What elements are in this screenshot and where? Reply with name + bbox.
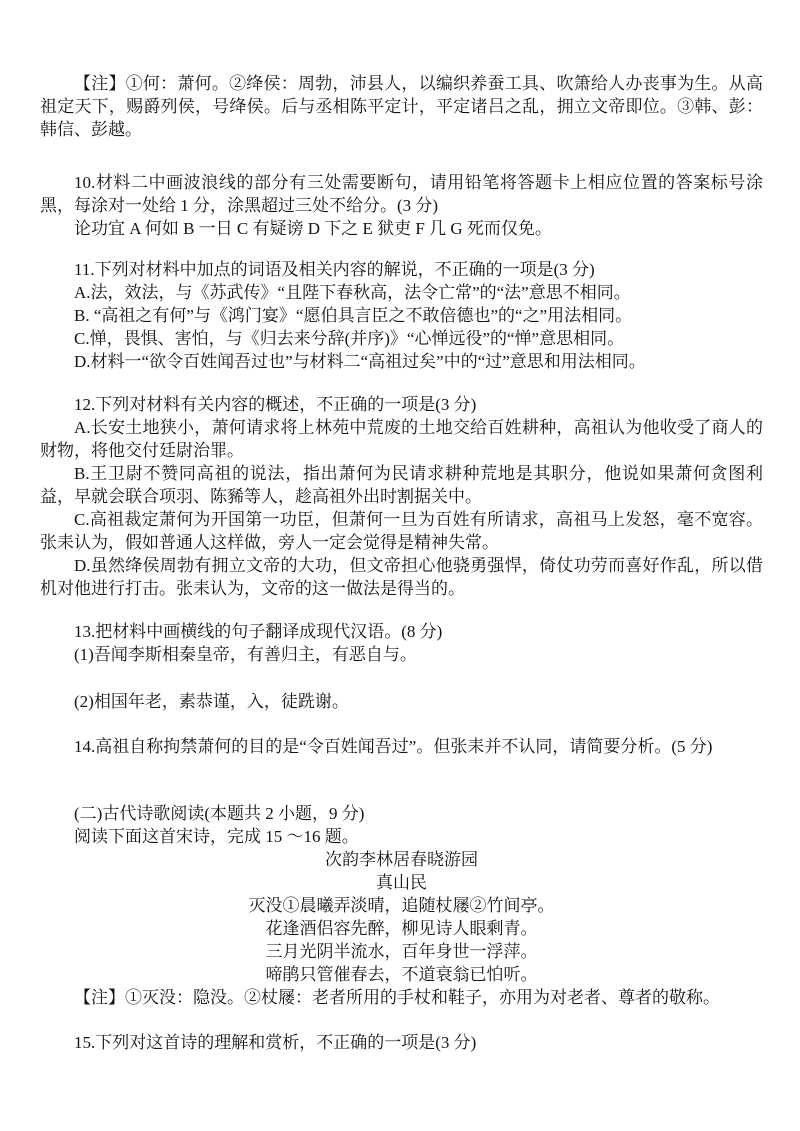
question-11-option-b: B. “高祖之有何”与《鸿门宴》“愿伯具言臣之不敢倍德也”的“之”用法相同。 (74, 306, 633, 325)
question-13-item-2: (2)相国年老，素恭谨，入，徒跣谢。 (74, 692, 349, 711)
question-11-option-d: D.材料一“欲令百姓闻吾过也”与材料二“高祖过矣”中的“过”意思和用法相同。 (74, 352, 646, 371)
section-2-heading: (二)古代诗歌阅读(本题共 2 小题，9 分) (74, 804, 365, 823)
question-11-stem: 11.下列对材料中加点的词语及相关内容的解说，不正确的一项是(3 分) (74, 260, 595, 279)
section-2-intro: 阅读下面这首宋诗，完成 15 ～16 题。 (74, 827, 359, 846)
question-12-option-b: B.王卫尉不赞同高祖的说法，指出萧何为民请求耕种荒地是其职分，他说如果萧何贪图利益，早就会联合项羽、陈豨等人，趁高祖外出时割据关中。 (40, 464, 763, 506)
question-13-item-1: (1)吾闻李斯相秦皇帝，有善归主，有恶自与。 (74, 645, 417, 664)
question-12-option-c: C.高祖裁定萧何为开国第一功臣，但萧何一旦为百姓有所请求，高祖马上发怒，毫不宽容。张耒认为，假如普通人这样做，旁人一定会觉得是精神失常。 (40, 510, 763, 552)
question-11-option-c: C.惮，畏惧、害怕，与《归去来兮辞(并序)》“心惮远役”的“惮”意思相同。 (74, 329, 625, 348)
poem-line-4: 啼鹃只管催春去，不道衰翁已怕听。 (265, 965, 538, 984)
question-12-option-d: D.虽然绛侯周勃有拥立文帝的大功，但文帝担心他骁勇强悍，倚仗功劳而喜好作乱，所以借机对他进行打击。张耒认为，文帝的这一做法是得当的。 (40, 556, 763, 598)
materials-note: 【注】①何：萧何。②绛侯：周勃，沛县人，以编织养蚕工具、吹箫给人办丧事为生。从高祖定天下，赐爵列侯，号绛侯。后与丞相陈平定计，平定诸吕之乱，拥立文帝即位。③韩、彭：韩信、彭越。 (40, 74, 763, 139)
poem-author: 真山民 (376, 873, 427, 892)
question-11-option-a: A.法，效法，与《苏武传》“且陛下春秋高，法令亡常”的“法”意思不相同。 (74, 283, 631, 302)
poem-note: 【注】①灭没：隐没。②杖屦：老者所用的手杖和鞋子，亦用为对老者、尊者的敬称。 (74, 988, 720, 1007)
question-10-punctuation-sentence: 论功宜 A 何如 B 一日 C 有疑谤 D 下之 E 狱吏 F 几 G 死而仅免。 (74, 219, 552, 238)
poem-line-1: 灭没①晨曦弄淡晴，追随杖屦②竹间亭。 (248, 896, 555, 915)
question-15-stem: 15.下列对这首诗的理解和赏析，不正确的一项是(3 分) (74, 1033, 477, 1052)
poem-line-3: 三月光阴半流水，百年身世一浮萍。 (265, 942, 538, 961)
question-10-stem: 10.材料二中画波浪线的部分有三处需要断句，请用铅笔将答题卡上相应位置的答案标号涂黑，每涂对一处给 1 分，涂黑超过三处不给分。(3 分) (40, 173, 763, 215)
poem-title: 次韵李林居春晓游园 (325, 850, 478, 869)
question-12-stem: 12.下列对材料有关内容的概述，不正确的一项是(3 分) (74, 395, 477, 414)
question-14-stem: 14.高祖自称拘禁萧何的目的是“令百姓闻吾过”。但张耒并不认同，请简要分析。(5 分) (74, 737, 713, 756)
poem-line-2: 花逢酒侣容先醉，柳见诗人眼剩青。 (265, 919, 538, 938)
question-13-stem: 13.把材料中画横线的句子翻译成现代汉语。(8 分) (74, 622, 443, 641)
question-12-option-a: A.长安土地狭小，萧何请求将上林苑中荒废的土地交给百姓耕种，高祖认为他收受了商人的财物，将他交付廷尉治罪。 (40, 418, 763, 460)
